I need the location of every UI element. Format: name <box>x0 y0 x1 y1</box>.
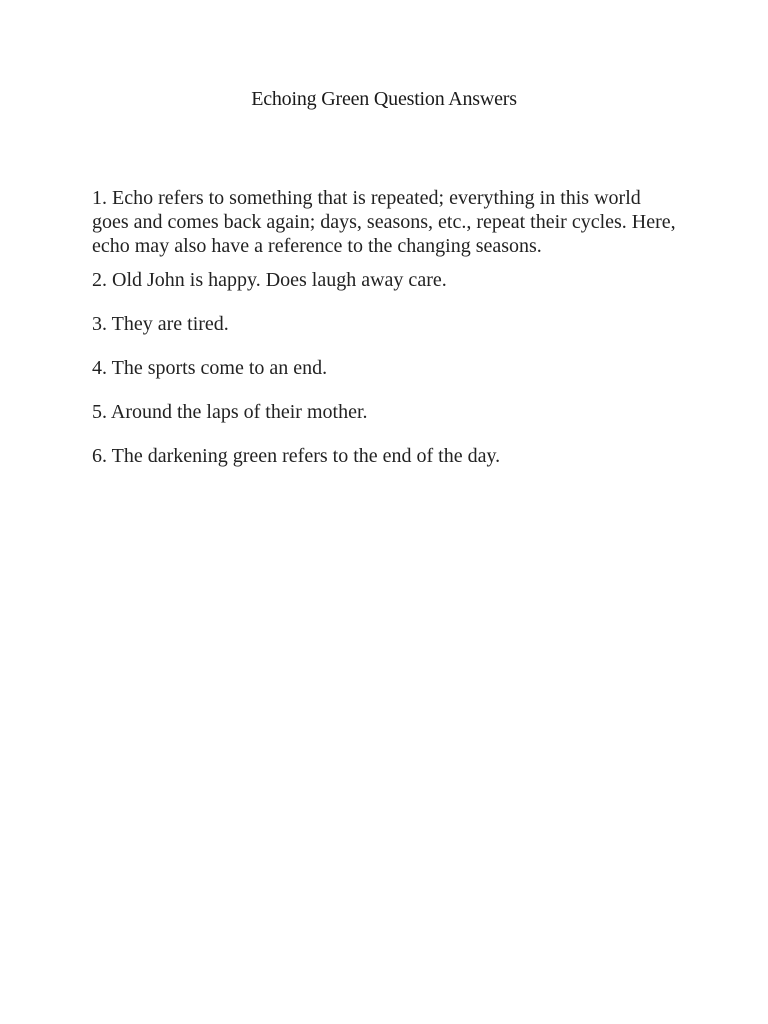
answer-3: 3. They are tired. <box>92 313 229 335</box>
answer-5: 5. Around the laps of their mother. <box>92 401 368 423</box>
page-title: Echoing Green Question Answers <box>251 88 517 110</box>
answer-4: 4. The sports come to an end. <box>92 357 328 379</box>
answer-2: 2. Old John is happy. Does laugh away care. <box>92 269 447 291</box>
answer-1: 1. Echo refers to something that is repeated; everything in this world goes and comes back again; days, seasons, etc., repeat their cycles. Here, echo may also have a reference to the changing seasons. <box>92 187 676 257</box>
answer-list <box>92 186 682 488</box>
answer-6: 6. The darkening green refers to the end of the day. <box>92 445 501 467</box>
